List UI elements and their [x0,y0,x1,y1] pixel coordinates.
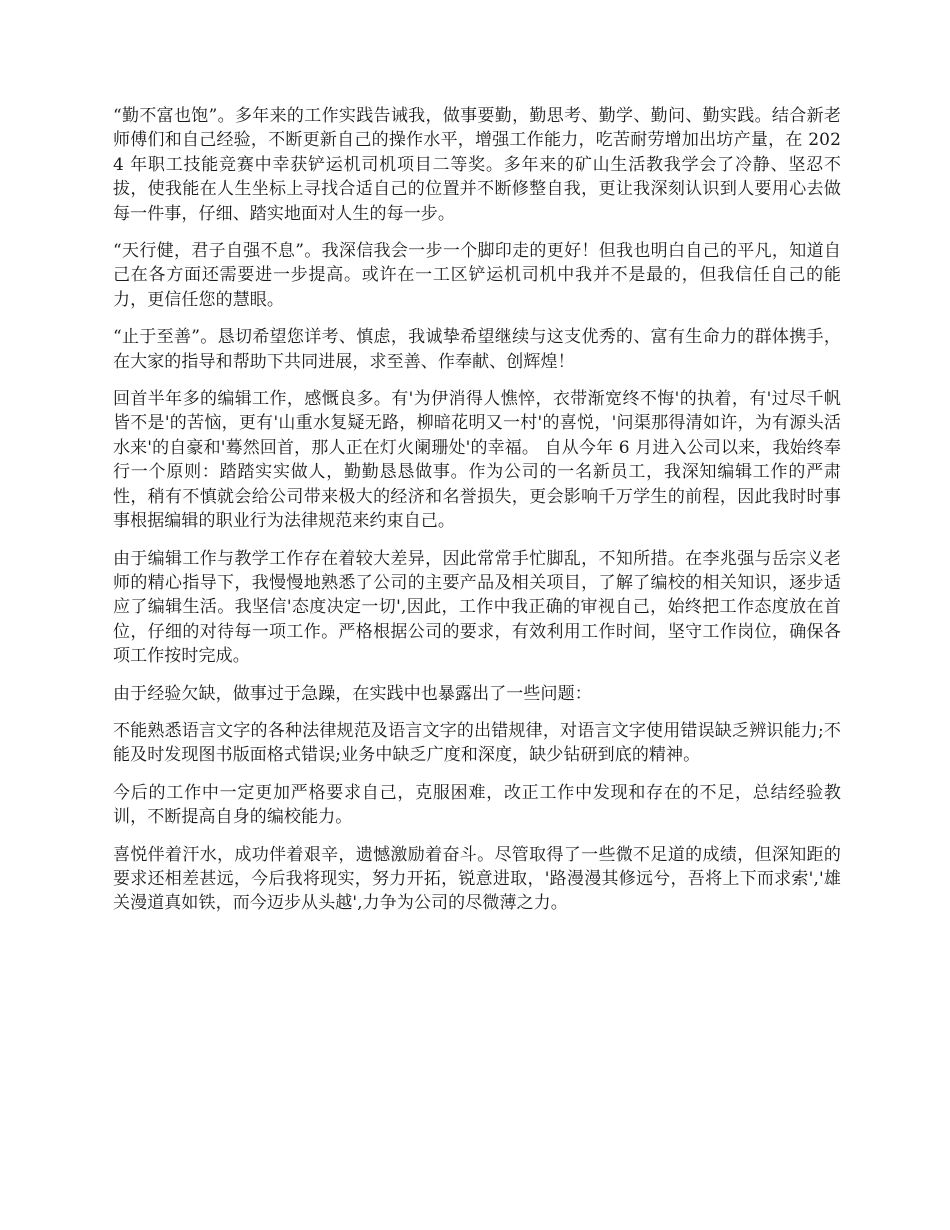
paragraph-8: 今后的工作中一定更加严格要求自己，克服困难，改正工作中发现和存在的不足，总结经验教训，不断提高自身的编校能力。 [113,782,841,828]
paragraph-2: “天行健，君子自强不息”。我深信我会一步一个脚印走的更好！但我也明白自己的平凡，知道自己在各方面还需要进一步提高。或许在一工区铲运机司机中我并不是最的，但我信任自己的能力，更信任您的慧眼。 [113,241,841,310]
paragraph-1: “勤不富也饱”。多年来的工作实践告诫我，做事要勤，勤思考、勤学、勤问、勤实践。结合新老师傅们和自己经验，不断更新自己的操作水平，增强工作能力，吃苦耐劳增加出坊产量，在 2024 年职工技能竞赛中幸获铲运机司机项目二等奖。多年来的矿山生活教我学会了冷静、坚忍不拔，使我能在人生坐标上寻找合适自己的位置并不断修整自我，更让我深刻认识到人要用心去做每一件事，仔细、踏实地面对人生的每一步。 [113,106,841,224]
paragraph-4: 回首半年多的编辑工作，感慨良多。有'为伊消得人憔悴，衣带渐宽终不悔'的执着，有'过尽千帆皆不是'的苦恼，更有'山重水复疑无路，柳暗花明又一村'的喜悦，'问渠那得清如许，为有源头活水来'的自豪和'蓦然回首，那人正在灯火阑珊处'的幸福。 自从今年 6 月进入公司以来，我始终奉行一个原则：踏踏实实做人，勤勤恳恳做事。作为公司的一名新员工，我深知编辑工作的严肃性，稍有不慎就会给公司带来极大的经济和名誉损失，更会影响千万学生的前程，因此我时时事事根据编辑的职业行为法律规范来约束自己。 [113,389,841,532]
document-page [113,104,841,929]
paragraph-6: 由于经验欠缺，做事过于急躁，在实践中也暴露出了一些问题： [113,683,592,704]
paragraph-9: 喜悦伴着汗水，成功伴着艰辛，遗憾激励着奋斗。尽管取得了一些微不足道的成绩，但深知距的要求还相差甚远，今后我将现实，努力开拓，锐意进取，'路漫漫其修远兮，吾将上下而求索','雄关漫道真如铁，而今迈步从头越',力争为公司的尽微薄之力。 [113,844,841,914]
paragraph-7: 不能熟悉语言文字的各种法律规范及语言文字的出错规律，对语言文字使用错误缺乏辨识能力;不能及时发现图书版面格式错误;业务中缺乏广度和深度，缺少钻研到底的精神。 [113,720,841,766]
paragraph-3: “止于至善”。恳切希望您详考、慎虑，我诚挚希望继续与这支优秀的、富有生命力的群体携手，在大家的指导和帮助下共同进展，求至善、作奉献、创辉煌！ [113,327,841,372]
paragraph-5: 由于编辑工作与教学工作存在着较大差异，因此常常手忙脚乱，不知所措。在李兆强与岳宗义老师的精心指导下，我慢慢地熟悉了公司的主要产品及相关项目，了解了编校的相关知识，逐步适应了编辑生活。我坚信'态度决定一切',因此，工作中我正确的审视自己，始终把工作态度放在首位，仔细的对待每一项工作。严格根据公司的要求，有效利用工作时间，坚守工作岗位，确保各项工作按时完成。 [113,548,841,667]
